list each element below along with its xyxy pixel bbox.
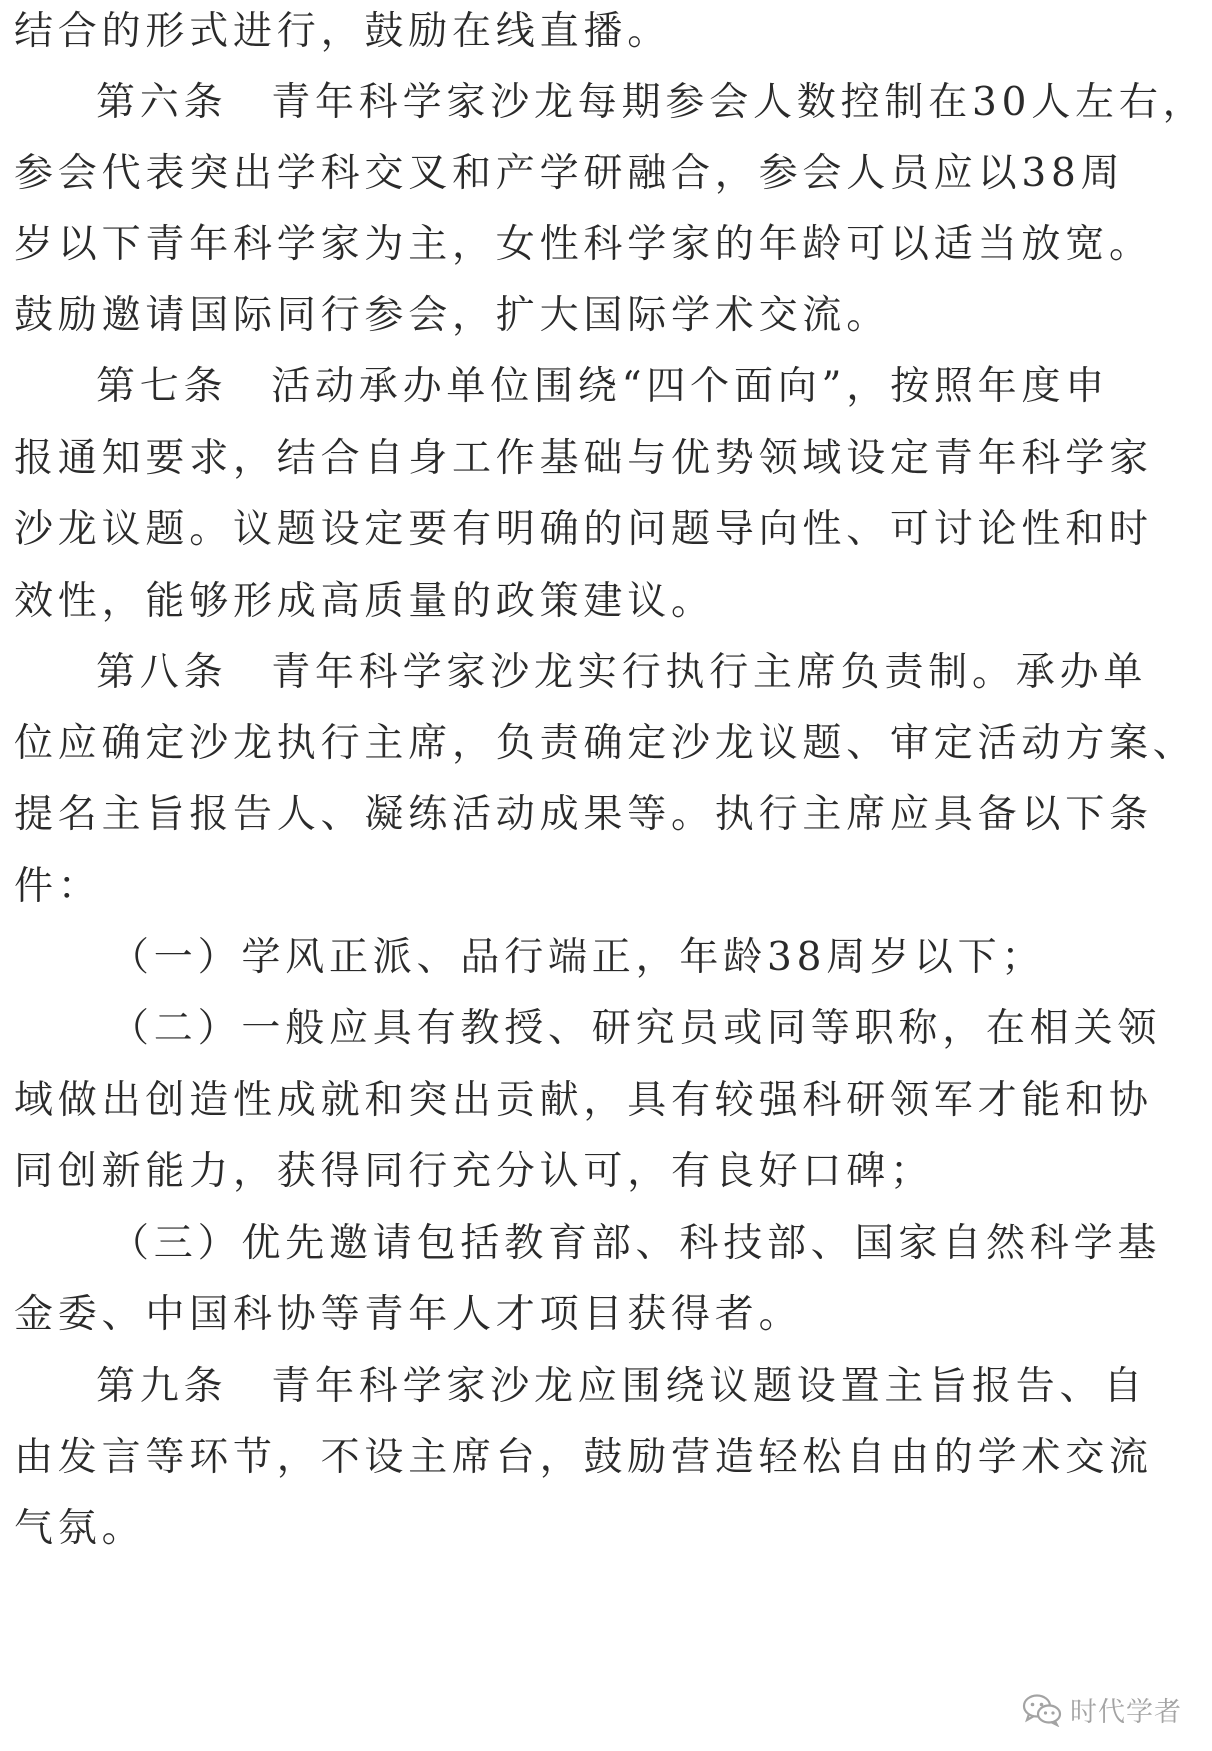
text-line: 件： (14, 864, 102, 909)
text-line: 提名主旨报告人、凝练活动成果等。执行主席应具备以下条 (14, 792, 1153, 837)
text-line: 参会代表突出学科交叉和产学研融合，参会人员应以38周 (14, 151, 1125, 196)
text-line: 第七条 活动承办单位围绕“四个面向”，按照年度申 (96, 364, 1110, 409)
text-line: 气氛。 (14, 1506, 146, 1551)
watermark-text: 时代学者 (1070, 1697, 1182, 1728)
text-line: 第八条 青年科学家沙龙实行执行主席负责制。承办单 (96, 650, 1148, 695)
text-line: 位应确定沙龙执行主席，负责确定沙龙议题、审定活动方案、 (14, 721, 1197, 766)
text-line: 域做出创造性成就和突出贡献，具有较强科研领军才能和协 (14, 1078, 1153, 1123)
wechat-icon (1022, 1693, 1062, 1727)
watermark (1022, 1690, 1182, 1729)
text-line: 效性，能够形成高质量的政策建议。 (14, 579, 715, 624)
list-item: （二）一般应具有教授、研究员或同等职称，在相关领 (110, 1006, 1162, 1051)
text-line: 报通知要求，结合自身工作基础与优势领域设定青年科学家 (14, 436, 1153, 481)
text-line: 金委、中国科协等青年人才项目获得者。 (14, 1292, 803, 1337)
text-line: 由发言等环节，不设主席台，鼓励营造轻松自由的学术交流 (14, 1435, 1153, 1480)
text-line: 沙龙议题。议题设定要有明确的问题导向性、可讨论性和时 (14, 507, 1153, 552)
text-line: 同创新能力，获得同行充分认可，有良好口碑； (14, 1149, 934, 1194)
list-item: （三）优先邀请包括教育部、科技部、国家自然科学基 (110, 1221, 1162, 1266)
text-line: 第六条 青年科学家沙龙每期参会人数控制在30人左右， (96, 80, 1207, 125)
text-line: 岁以下青年科学家为主，女性科学家的年龄可以适当放宽。 (14, 222, 1153, 267)
list-item: （一）学风正派、品行端正，年龄38周岁以下； (110, 935, 1046, 980)
text-line: 结合的形式进行，鼓励在线直播。 (14, 9, 672, 54)
text-line: 第九条 青年科学家沙龙应围绕议题设置主旨报告、自 (96, 1364, 1148, 1409)
text-line: 鼓励邀请国际同行参会，扩大国际学术交流。 (14, 293, 891, 338)
